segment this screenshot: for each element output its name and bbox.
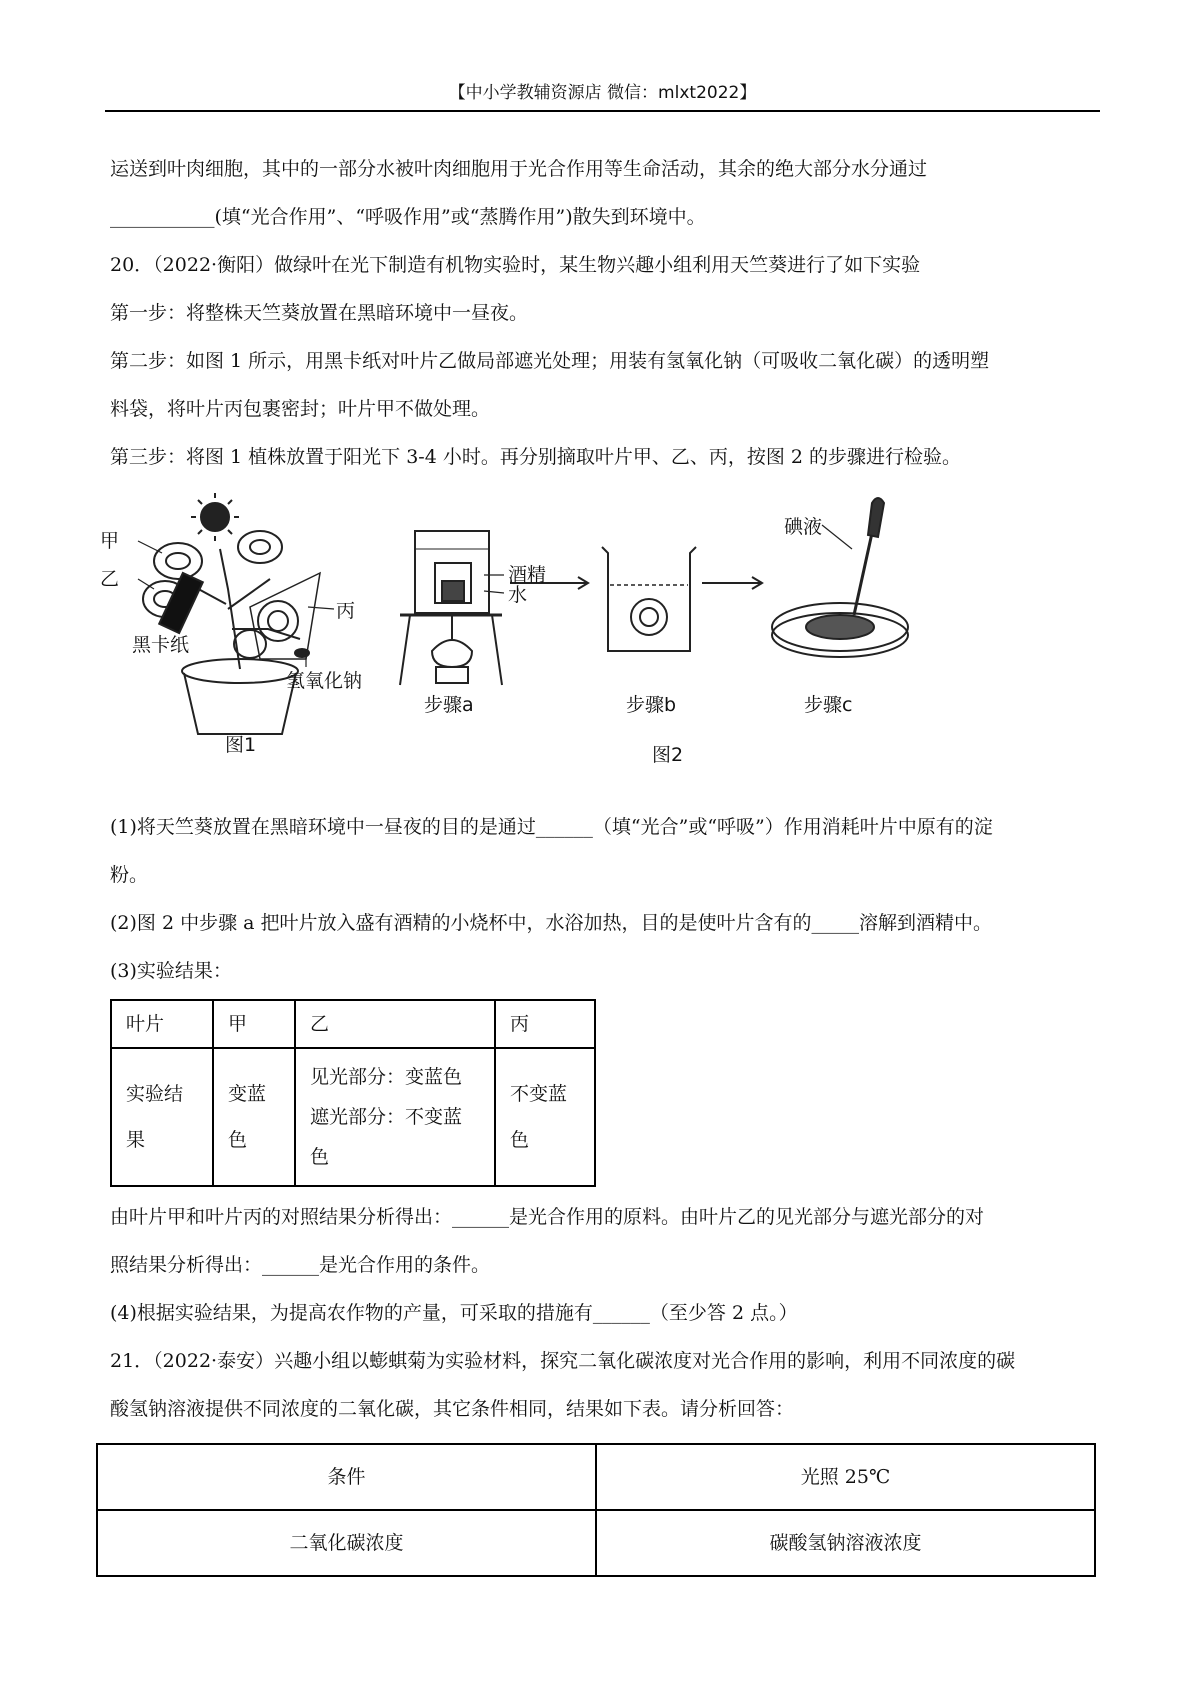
question-21-cont: 酸氢钠溶液提供不同浓度的二氧化碳，其它条件相同，结果如下表。请分析回答： [110, 1398, 795, 1420]
beaker [602, 547, 696, 651]
petri-dish [772, 603, 908, 657]
label-alcohol: 酒精 [508, 564, 547, 586]
step-2: 第二步：如图 1 所示，用黑卡纸对叶片乙做局部遮光处理；用装有氢氧化钠（可吸收二氧化碳）的透明塑 [110, 350, 990, 372]
label-water: 水 [508, 584, 528, 606]
table-row [111, 1048, 595, 1186]
table-cell: 叶片 [111, 1000, 213, 1048]
table-row [111, 1000, 595, 1048]
figure-1 [138, 493, 334, 734]
table-cell: 光照 25℃ [596, 1444, 1095, 1510]
label-step-a: 步骤a [424, 694, 474, 716]
table-cell: 丙 [495, 1000, 595, 1048]
analysis: 由叶片甲和叶片丙的对照结果分析得出：______是光合作用的原料。由叶片乙的见光部分与遮光部分的对 [110, 1206, 985, 1228]
leaf-bing [258, 601, 298, 641]
paragraph: ___________(填“光合作用”、“呼吸作用”或“蒸腾作用”)散失到环境中。 [110, 206, 706, 228]
table-cell: 甲 [213, 1000, 295, 1048]
label-step-b: 步骤b [626, 694, 677, 716]
sub-question-3: (3)实验结果： [110, 960, 232, 982]
table-row [97, 1510, 1095, 1576]
step-1: 第一步：将整株天竺葵放置在黑暗环境中一昼夜。 [110, 302, 529, 324]
flower-pot [182, 659, 298, 734]
question-21-title: 21．（2022·泰安）兴趣小组以蟛蜞菊为实验材料，探究二氧化碳浓度对光合作用的影响，利用不同浓度的碳 [110, 1350, 1016, 1372]
conditions-table [96, 1443, 1096, 1577]
figure-1-caption: 图1 [225, 734, 257, 756]
sun-icon [191, 493, 239, 541]
label-black-card: 黑卡纸 [132, 634, 190, 656]
water-bath-apparatus [400, 531, 504, 685]
figure-2 [400, 498, 908, 685]
header-divider [105, 110, 1100, 112]
label-step-c: 步骤c [804, 694, 853, 716]
results-table [110, 999, 596, 1187]
page-header: 【中小学教辅资源店 微信：mlxt2022】 [448, 83, 757, 103]
document-body [100, 145, 1090, 1577]
leaf-jia [154, 543, 202, 579]
table-cell: 不变蓝色 [495, 1048, 595, 1186]
table-cell: 乙 [295, 1000, 495, 1048]
sub-question-1-cont: 粉。 [110, 864, 149, 886]
cell-line: 遮光部分：不变蓝色 [310, 1106, 463, 1168]
cell-line: 见光部分：变蓝色 [310, 1066, 463, 1088]
figures [100, 489, 1090, 799]
label-yi: 乙 [100, 568, 120, 590]
table-cell [295, 1048, 495, 1186]
table-row [97, 1444, 1095, 1510]
question-20-title: 20．（2022·衡阳）做绿叶在光下制造有机物实验时，某生物兴趣小组利用天竺葵进行了如下实验 [110, 254, 921, 276]
table-cell: 变蓝色 [213, 1048, 295, 1186]
analysis-cont: 照结果分析得出：______是光合作用的条件。 [110, 1254, 491, 1276]
sub-question-2: (2)图 2 中步骤 a 把叶片放入盛有酒精的小烧杯中，水浴加热，目的是使叶片含有的_____溶解到酒精中。 [110, 912, 992, 934]
dropper [854, 498, 884, 615]
label-iodine: 碘液 [784, 516, 823, 538]
table-cell: 碳酸氢钠溶液浓度 [596, 1510, 1095, 1576]
label-jia: 甲 [100, 530, 120, 552]
label-naoh: 氢氧化钠 [286, 670, 363, 692]
table-cell: 实验结果 [111, 1048, 213, 1186]
label-bing: 丙 [336, 600, 356, 622]
step-2-cont: 料袋，将叶片丙包裹密封；叶片甲不做处理。 [110, 398, 491, 420]
figure-2-caption: 图2 [652, 744, 684, 766]
table-cell: 二氧化碳浓度 [97, 1510, 596, 1576]
sub-question-4: (4)根据实验结果，为提高农作物的产量，可采取的措施有______（至少答 2 点。） [110, 1302, 798, 1324]
step-3: 第三步：将图 1 植株放置于阳光下 3-4 小时。再分别摘取叶片甲、乙、丙，按图 2 的步骤进行检验。 [110, 446, 962, 468]
sub-question-1: (1)将天竺葵放置在黑暗环境中一昼夜的目的是通过______（填“光合”或“呼吸”）作用消耗叶片中原有的淀 [110, 816, 993, 838]
paragraph: 运送到叶肉细胞，其中的一部分水被叶肉细胞用于光合作用等生命活动，其余的绝大部分水分通过 [110, 158, 928, 180]
table-cell: 条件 [97, 1444, 596, 1510]
experiment-figures [100, 489, 1090, 799]
